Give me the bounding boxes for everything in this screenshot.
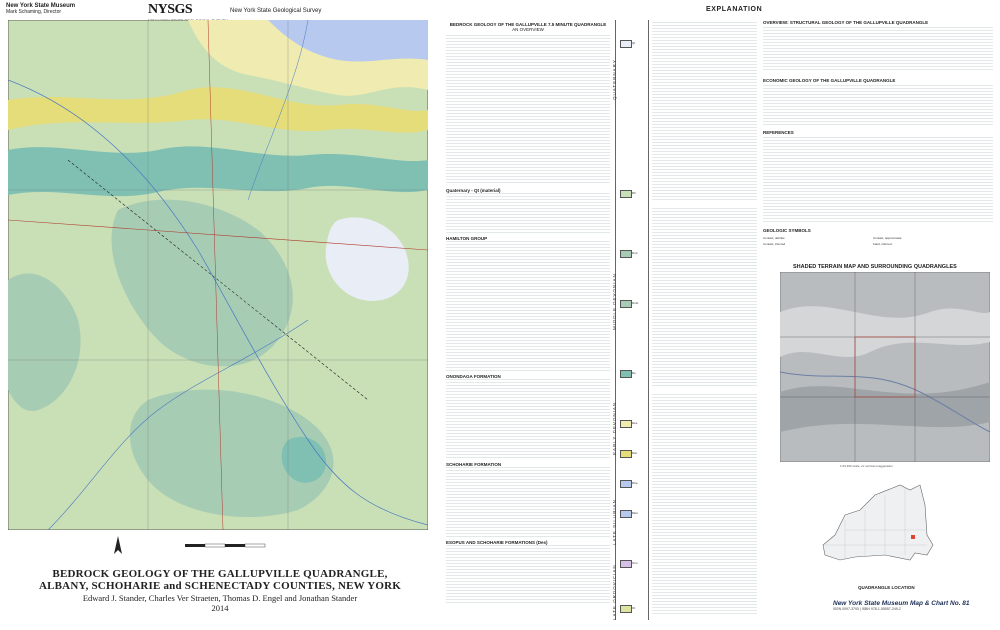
terrain-bg <box>780 272 990 462</box>
legend-swatch-do <box>620 370 632 378</box>
unit-text-1 <box>652 22 757 202</box>
section-hamilton: HAMILTON GROUP <box>446 236 488 241</box>
symbol-contact-inferred: Contact, inferred <box>763 242 786 246</box>
overview-text <box>446 35 610 185</box>
legend-unit-do: Do <box>632 371 636 375</box>
legend-swatch-qt <box>620 40 632 48</box>
quadrangle-location-marker <box>911 535 915 539</box>
unit-descriptions <box>652 22 757 622</box>
legend-unit-dh: Dh <box>632 191 636 195</box>
legend-unit-ot: Ot <box>632 606 636 610</box>
terrain-scale-note: 1:63,360 scale, 2x vertical exaggeration <box>840 464 893 468</box>
symbol-fault: Fault, inferred <box>873 242 892 246</box>
series-isbn: ISSN 0097-3793 | ISBN 978-1-55557-249-2 <box>833 607 901 611</box>
onondaga-text <box>446 379 610 459</box>
section-esopus: ESOPUS AND SCHOHARIE FORMATIONS (Des) <box>446 540 548 545</box>
references-text <box>763 137 993 222</box>
explanation-title: EXPLANATION <box>706 6 763 13</box>
legend-swatch-srm <box>620 560 632 568</box>
quaternary-text <box>446 193 610 233</box>
legend-swatch-dmt <box>620 250 632 258</box>
legend-swatch-dh <box>620 190 632 198</box>
period-late-silurian: LATE SILURIAN <box>612 499 617 545</box>
legend-unit-dkm: Dkm <box>632 511 639 515</box>
references-heading: REFERENCES <box>763 130 794 135</box>
legend-unit-des: Des <box>632 421 638 425</box>
map-year: 2014 <box>211 603 229 613</box>
symbol-contact-definite: Contact, definite <box>763 236 785 240</box>
unit-text-3 <box>652 394 757 614</box>
museum-subtitle: Mark Schaming, Director <box>6 9 62 15</box>
terrain-heading: SHADED TERRAIN MAP AND SURROUNDING QUADRANGLES <box>793 264 957 270</box>
economic-heading: ECONOMIC GEOLOGY OF THE GALLUPVILLE QUADRANGLE <box>763 78 896 83</box>
map-authors: Edward J. Stander, Charles Ver Straeten, Thomas D. Engel and Jonathan Stander <box>82 593 358 603</box>
hamilton-text <box>446 241 610 371</box>
legend-unit-dhe: Dhe <box>632 481 638 485</box>
symbols-list <box>763 236 993 256</box>
period-quaternary: QUATERNARY <box>612 59 617 100</box>
bedrock-map[interactable] <box>8 20 428 530</box>
legend-swatch-dkm <box>620 510 632 518</box>
description-subheading: AN OVERVIEW <box>512 27 544 32</box>
description-column <box>446 22 610 622</box>
unit-text-2 <box>652 208 757 388</box>
series-footer <box>833 600 970 611</box>
legend-swatch-dsc <box>620 450 632 458</box>
legend-timeline-right <box>648 20 649 620</box>
section-onondaga: ONONDAGA FORMATION <box>446 374 501 379</box>
period-middle-devonian: MIDDLE DEVONIAN <box>612 273 617 330</box>
period-late-ordovician: LATE ORDOVICIAN <box>612 564 617 620</box>
series-title: New York State Museum Map & Chart No. 81 <box>833 600 970 607</box>
legend-unit-dsc: Dsc <box>632 451 638 455</box>
legend-swatch-des <box>620 420 632 428</box>
north-arrow-icon <box>110 534 126 560</box>
legend-swatch-dmb <box>620 300 632 308</box>
legend-unit-dmt: Dmt <box>632 251 638 255</box>
new-york-location-map <box>815 475 955 585</box>
shaded-terrain-map[interactable] <box>780 272 990 462</box>
map-title-line1: BEDROCK GEOLOGY OF THE GALLUPVILLE QUADRANGLE, <box>52 568 388 580</box>
scale-bar <box>180 536 270 560</box>
logo-text: NYSGS <box>148 2 193 17</box>
section-schoharie: SCHOHARIE FORMATION <box>446 462 502 467</box>
symbol-contact-approx: Contact, approximate <box>873 236 902 240</box>
period-early-devonian: EARLY DEVONIAN <box>612 401 617 455</box>
map-title-line2: ALBANY, SCHOHARIE and SCHENECTADY COUNTIES, NEW YORK <box>38 580 402 592</box>
header-museum <box>6 3 75 15</box>
symbols-heading: GEOLOGIC SYMBOLS <box>763 228 811 233</box>
structure-heading: OVERVIEW: STRUCTURAL GEOLOGY OF THE GALLUPVILLE QUADRANGLE <box>763 20 929 25</box>
new-york-outline <box>823 485 933 560</box>
museum-name: New York State Museum <box>6 3 76 9</box>
legend-unit-dmb: Dmb <box>632 301 639 305</box>
map-title-block <box>0 568 440 613</box>
schoharie-text <box>446 467 610 537</box>
esopus-text <box>446 545 610 605</box>
location-heading: QUADRANGLE LOCATION <box>858 585 915 590</box>
structure-text <box>763 27 993 72</box>
legend-unit-srm: Srm <box>632 561 638 565</box>
economic-text <box>763 85 993 125</box>
section-quaternary: Quaternary - Qt (material) <box>446 188 501 193</box>
survey-name: New York State Geological Survey <box>230 8 322 14</box>
legend-swatch-dhe <box>620 480 632 488</box>
geologic-map-panel <box>0 0 440 630</box>
legend-swatch-ot <box>620 605 632 613</box>
description-heading: BEDROCK GEOLOGY OF THE GALLUPVILLE 7.5 MINUTE QUADRANGLE <box>449 22 607 27</box>
legend-unit-qt: Qt <box>632 41 636 45</box>
